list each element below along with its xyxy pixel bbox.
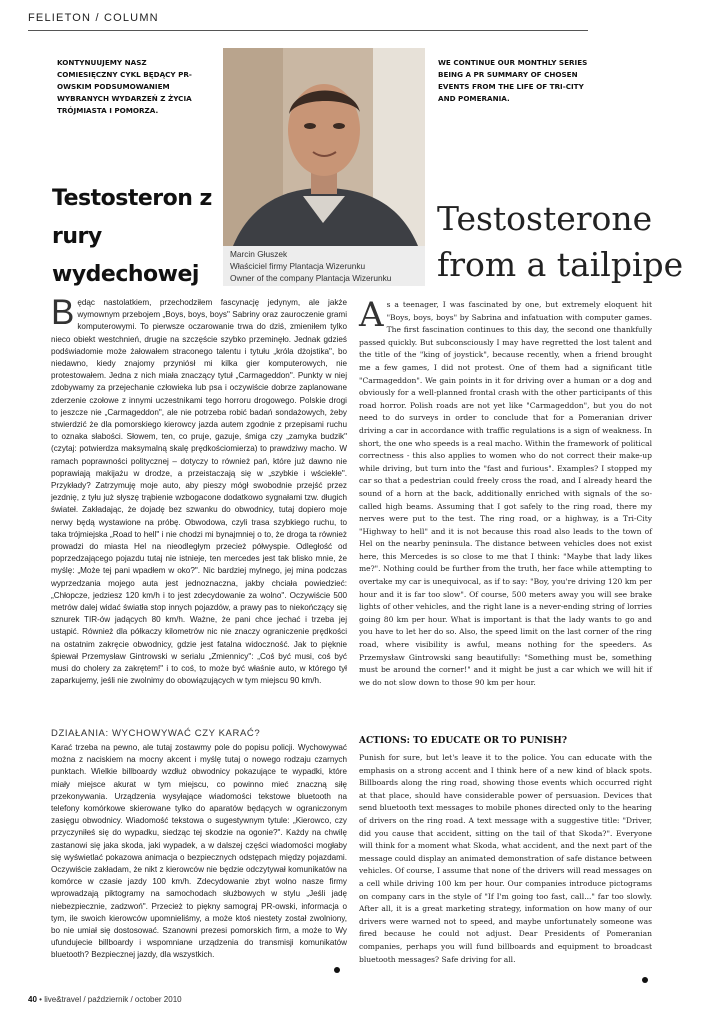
- footer-separator: •: [39, 995, 42, 1004]
- article-pl-body-2: Karać trzeba na pewno, ale tutaj zostawmy pole do popisu policji. Wychowywać można z naciskiem na mocny akcent i myślę tutaj o nowego rodzaju czarnych punktach. Wielkie billboardy wzdłuż obwodnicy pokazujące te wypadki, które miały miejsce akurat w tym miejscu, co powinno mieć znaczną siłę przekonywania. Urządzenia wysyłające wiadomości tekstowe bluetooth na telefony komórkowe skierowane tylko do aparatów będących w ograniczonym zasięgu obwodnicy. Wiadomość tekstowa o sugestywnym tytule: „Kierowco, czy przyczyniłeś się do wypadku, siedząc tej skodzie na ogonie?". Każdy na chwilę zastanowi się jaka skoda, jaki wypadek, a w dalszej części wiadomości mogłaby się wyświetlać pokazowa animacja o bezpiecznych odstępach między pojazdami. Oczywiście zakładam, że nikt z kierowców nie będzie odczytywał komunikatów na komórce w czasie jazdy 100 km/h. Zdecydowanie zbyt wolno nasze firmy wprowadzają piktogramy na samochodach służbowych w stylu „Jeśli jadę niebezpiecznie, zadzwoń". Przecież to piękny samograj PR-owski, informacja o tym, ile swoich kierowców upomnieliśmy, a może ktoś niestety został zwolniony, bo nie umiał się dostosować. Szanowni prezesi pomorskich firm, a może to Wy ufundujecie billboardy i wspomniane urządzenia do transmisji komunikatów bluetooth? Bezpiecznej jazdy, dla wszystkich.: [51, 743, 347, 960]
- intro-pl: KONTYNUUJEMY NASZ COMIESIĘCZNY CYKL BĘDĄCY PR-OWSKIM PODSUMOWANIEM WYBRANYCH WYDARZEŃ Z ŻYCIA TRÓJMIASTA I POMORZA.: [57, 58, 192, 115]
- subhead-pl: DZIAŁANIA: WYCHOWYWAĆ CZY KARAĆ?: [51, 728, 261, 739]
- article-pl-body: [51, 293, 347, 688]
- photo-caption: [223, 246, 425, 286]
- page-number: 40: [28, 995, 37, 1004]
- caption-name: Marcin Głuszek: [230, 249, 288, 259]
- magazine-issue: live&travel / październik / october 2010: [44, 995, 182, 1004]
- dropcap-en: A: [359, 295, 384, 335]
- article-en-body-2: Punish for sure, but let's leave it to the police. You can educate with the emphasis on a strong accent and I think here of a new kind of black spots. Billboards along the ring road, showing those events which occurred right at that place, should have considerable power of persuasion. Devices that send bluetooth text messages to mobile phones directed only to the hearing of drivers on the ring road. A text message with a suggestive title: "Driver, did you cause that accident, sitting on the tail of that Skoda?". Everyone will think for a moment what Skoda, what accident, and the next part of the message could display an animated demonstration of safe distance between vehicles. Of course, I assume that none of the drivers will read messages on a cell while driving 100 km per hour. Our companies introduce pictograms on company cars in the style of "If I'm going too fast, call..." far too slowly. After all, it is a great marketing strategy, information on how many of our drivers were warned not to speed, and maybe unfortunately someone was fired because he could not adjust. Dear Presidents of Pomeranian companies, perhaps you will fund billboards and equipment to broadcast bluetooth messages? Safe driving for all.: [359, 753, 652, 964]
- end-of-article-dot-icon: [334, 967, 340, 973]
- article-pl-text: ędąc nastolatkiem, przechodziłem fascynację jedynym, ale jakże wymownym przebojem „Boys, boys, boys" Sabriny oraz zauroczenie grami komputerowymi. To pierwsze oczarowanie trwa do dziś, zmieniłem tylko nieco obiekt westchnień, drugie na szczęście szybko przeminęło. Jednak gdzieś podświadomie może żałowałem straconego talentu i tytułu „króla dżojstika", bo niedawno, kiedy znajomy przyniósł mi kilka gier komputerowych, nie protestowałem. Jedna z nich miała znaczący tytuł „Carmageddon". Punkty w niej zdobywamy za przejechanie człowieka lub psa i oczywiście dobrze zaplanowane zderzenie czołowe z innymi uczestnikami tego horroru drogowego. Polskie drogi to jeszcze nie „Carmageddon", ale nie potrzeba robić badań sondażowych, żeby stwierdzić że dla pomorskiego kierowcy jazda autem zgodnie z przepisami ruchu to oznaka słabości. Słowem, ten, co pruje, gazuje, śmiga czy „zamyka budzik" (czytaj: potwierdza maksymalną skalę prędkościomierza) to prawdziwy macho. W ramach poprawności politycznej – dotyczy to również pań, które już dawno nie poprawiają makijażu w drodze, a przeistaczają się w „szybkie i wściekłe". Przykłady? Zatrzymuję moje auto, aby pieszy mógł swobodnie przejść przez jezdnię, z tyłu już słyszę trąbienie wzbogacone dodatkowo sygnałami tzw. długich świateł. Zakładając, że dojadę bez szwanku do obwodnicy, tutaj dopiero moje nerwy będą wystawione na próbę. Obwodowa, czyli trasa szybkiego ruchu, to taka trójmiejska „Road to hell" i nie chodzi mi bynajmniej o to, że droga ta również prowadzi do miasta Hel na nieodległym przecież półwyspie. Odległość od poprzedzającego pojazdu tutaj nie istnieje, ten mercedes jest tak blisko mnie, że myślę: „Może tej pani wpadłem w oko?". Nic bardziej mylnego, jej mina podczas wyprzedzania mojego auta jest jednoznaczna, jakby chciała powiedzieć: „Chłopcze, jedziesz 120 km/h i to jest zdecydowanie za wolno". Oczywiście 500 metrów dalej widać światła stop innych pojazdów, a prawy pas to niekończący się sznurek TIR-ów jadących 80 km/h. Ważne, że pani chce jechać i trzeba jej ustąpić. Również dla półkaczy kilometrów nic nie znaczy ograniczenie prędkości na ostatnim zakręcie obwodnicy, gdzie jest fatalna widoczność. Jak to pięknie śpiewał Przemysław Gintrowski w serialu „Zmiennicy": „Coś być musi, coś być musi do cholery za zakrętem!" i to coś, to może być właśnie auto, w którego tył zaparkujemy, jeśli nie zwolnimy do obowiązujących w tym miejscu 90 km/h.: [51, 298, 347, 686]
- end-of-article-dot-icon: [642, 977, 648, 983]
- caption-role-en: Owner of the company Plantacja Wizerunku: [230, 273, 392, 283]
- caption-role-pl: Właściciel firmy Plantacja Wizerunku: [230, 261, 366, 271]
- article-en-text: s a teenager, I was fascinated by one, but extremely eloquent hit "Boys, boys, boys" by Sabrina and infatuation with computer games. The first fascination continues to this day, the second one thankfully passed quickly. But subconsciously I may have regretted the lost talent and the title of the "king of joystick", because recently, when a friend brought me a few games, I did not protest. One of them had a significant title "Carmageddon". We gain points in it for driving over a human or a dog and obviously for a well-planned frontal crash with the other participants of this road horror. Polish roads are not yet like "Carmageddon", but you do not need to do surveys in order to conclude that for a Pomeranian driver driving a car in accordance with traffic regulations is a sign of weakness. In short, the one who speeds is a real macho. Within the framework of political correctness - this also applies to women who do not correct their make-up while driving, but turn into the "fast and furious". Examples? I stopped my car so that a pedestrian could freely cross the road, and I already heard the sound of a horn at the back, additionally enriched with signals of the so-called high beams. Assuming that I got safely to the ring road, there my nerves were put to the test. The ring road, or a highway, is a Tri-City "Highway to hell" and it is not because this road also leads to the town of Hel on the nearby peninsula. The distance between vehicles does not exist here, this Mercedes is so close to me that I think: "Maybe that lady likes me?". Nothing could be further from the truth, her face while attempting to overtake my car is unequivocal, as if to say: "Boy, you're driving 120 km per hour and it is far too slow". Of course, 500 meters away you will see brake lights of other vehicles, and the right lane is a never-ending string of lorries going 80 km per hour. What is important is that the lady wants to go and you have to let her do so. Also, the speed limit on the last corner of the ring road, where visibility is awful, means nothing for the speeders. As Przemysław Gintrowski sang beautifully: "Something must be, something must be around the corner!" and it might be just a car which we will hit if we do not slow down to those 90 km per hour.: [359, 300, 652, 687]
- author-photo: [223, 48, 425, 246]
- article-en-body: [359, 295, 652, 689]
- title-en: Testosterone from a tailpipe: [437, 199, 684, 284]
- author-portrait-image: [223, 48, 425, 246]
- section-label: FELIETON / COLUMN: [28, 12, 159, 24]
- dropcap-pl: B: [51, 293, 75, 332]
- section-header: [28, 8, 588, 31]
- subhead-en: ACTIONS: TO EDUCATE OR TO PUNISH?: [359, 736, 568, 746]
- title-pl: Testosteron z rury wydechowej: [52, 186, 212, 287]
- page-footer: [28, 995, 182, 1004]
- intro-en: WE CONTINUE OUR MONTHLY SERIES BEING A PR SUMMARY OF CHOSEN EVENTS FROM THE LIFE OF TRI-CITY AND POMERANIA.: [438, 58, 588, 103]
